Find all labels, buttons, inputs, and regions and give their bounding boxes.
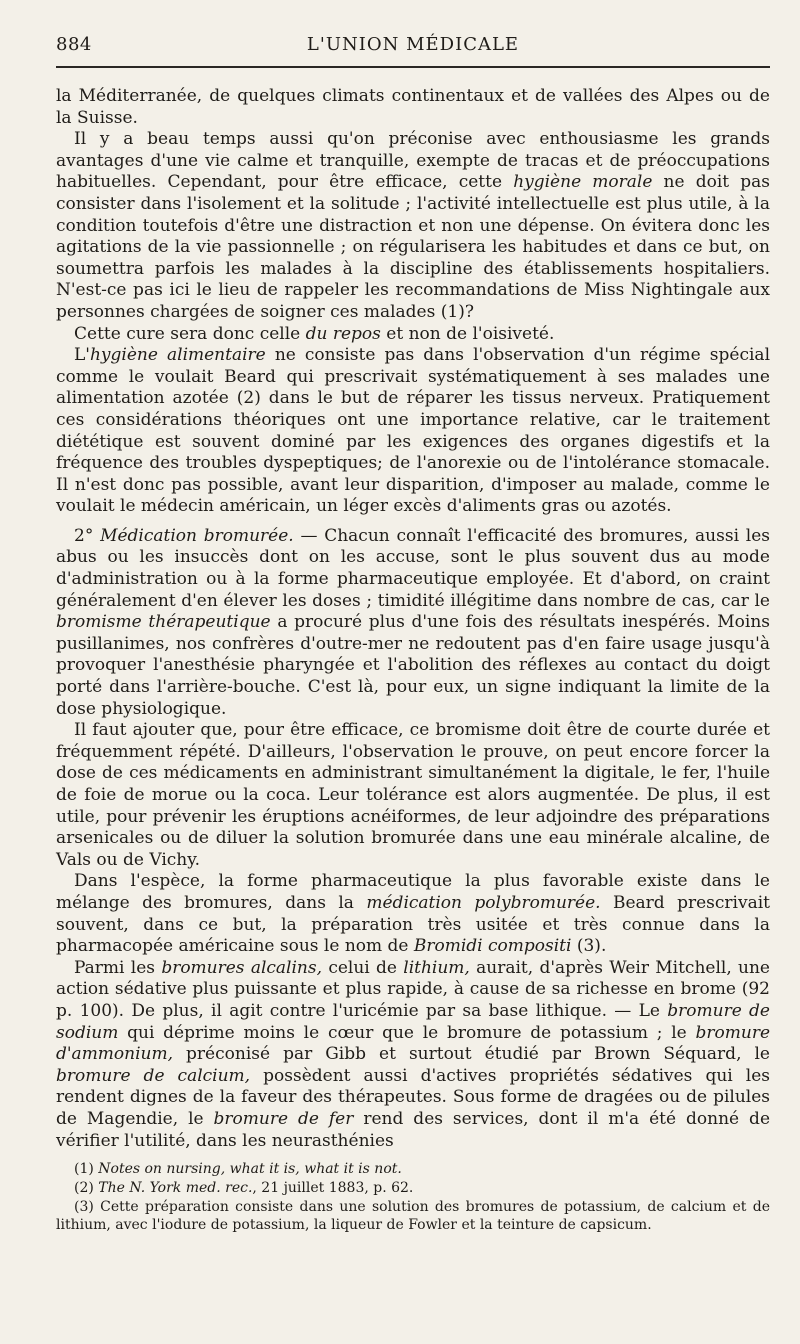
- paragraph-7: Dans l'espèce, la forme pharmaceutique la plus favorable existe dans le mélange des bromures, dans la médication polybromurée. Beard prescrivait souvent, dans ce but, la préparation très usitée et très connue dans la pharmacopée américaine sous le nom de Bromidi compositi (3).: [56, 871, 770, 957]
- section-heading-medication-bromuree: Médication bromurée.: [100, 525, 294, 546]
- emphasis-medication-polybromuree: médication polybromurée.: [366, 892, 601, 913]
- journal-title: L'UNION MÉDICALE: [306, 34, 520, 55]
- emphasis-bromure-calcium: bromure de calcium,: [56, 1065, 251, 1086]
- paragraph-6: Il faut ajouter que, pour être efficace, ce bromisme doit être de courte durée et fréquemment répété. D'ailleurs, l'observation le prouve, on peut encore forcer la dose de ces médicaments en administrant simultanément la digitale, le fer, l'huile de foie de morue ou la coca. Leur tolérance est alors augmentée. De plus, il est utile, pour prévenir les éruptions acnéiformes, de leur adjoindre des préparations arsenicales ou de diluer la solution bromurée dans une eau minérale alcaline, de Vals ou de Vichy.: [56, 720, 770, 870]
- emphasis-bromidi-compositi: Bromidi compositi: [413, 936, 572, 957]
- footnote-2: (2) The N. York med. rec., 21 juillet 1883, p. 62.: [74, 1179, 414, 1196]
- emphasis-bromisme-therapeutique: bromisme thérapeutique: [56, 612, 271, 633]
- emphasis-bromure-fer: bromure de fer: [213, 1108, 354, 1129]
- paragraph-4: L'hygiène alimentaire ne consiste pas dans l'observation d'un régime spécial comme le voulait Beard qui prescrivait systématiquement à ses malades une alimentation azotée (2) dans le but de réparer les tissus nerveux. Pratiquement ces considérations théoriques ont une importance relative, car le traitement diététique est souvent dominé par les exigences des organes digestifs et la fréquence des troubles dyspeptiques; de l'anorexie ou de l'intolérance stomacale. Il n'est donc pas possible, avant leur disparition, d'imposer au malade, comme le voulait le médecin américain, un léger excès d'aliments gras ou azotés.: [56, 345, 771, 517]
- emphasis-bromure-sodium: bromure de sodium: [56, 1000, 770, 1043]
- emphasis-du-repos: du repos: [305, 323, 381, 344]
- emphasis-bromures-alcalins: bromures alcalins,: [161, 957, 323, 978]
- paragraph-1: la Méditerranée, de quelques climats continentaux et de vallées des Alpes ou de la Suisse.: [56, 86, 770, 128]
- footnotes: [56, 1160, 770, 1235]
- section-gap: [56, 518, 770, 526]
- emphasis-hygiene-alimentaire: hygiène alimentaire: [89, 345, 266, 366]
- emphasis-bromure-ammonium: bromure d'ammonium,: [56, 1022, 770, 1065]
- page-header: [56, 26, 770, 68]
- footnote-3: (3) Cette préparation consiste dans une solution des bromures de potassium, de calcium et de lithium, avec l'iodure de potassium, la liqueur de Fowler et la teinture de capsicum.: [56, 1198, 770, 1234]
- paragraph-8: Parmi les bromures alcalins, celui de lithium, aurait, d'après Weir Mitchell, une action sédative plus puissante et plus rapide, à cause de sa richesse en brome (92 p. 100). De plus, il agit contre l'uricémie par sa base lithique. — Le bromure de sodium qui déprime moins le cœur que le bromure de potassium ; le bromure d'ammonium, préconisé par Gibb et surtout étudié par Brown Séquard, le bromure de calcium, possèdent aussi d'actives propriétés sédatives qui les rendent dignes de la faveur des thérapeutes. Sous forme de dragées ou de pilules de Magendie, le bromure de fer rend des services, dont il m'a été donné de vérifier l'utilité, dans les neurasthénies: [56, 957, 770, 1151]
- emphasis-lithium: lithium,: [403, 957, 470, 978]
- paragraph-3: Cette cure sera donc celle du repos et non de l'oisiveté.: [74, 323, 555, 344]
- page-number: 884: [56, 34, 92, 55]
- article-body: [56, 86, 770, 1152]
- footnote-1: (1) Notes on nursing, what it is, what it is not.: [74, 1161, 402, 1178]
- emphasis-hygiene-morale: hygiène morale: [513, 172, 653, 193]
- paragraph-5: 2° Médication bromurée. — Chacun connaît l'efficacité des bromures, aussi les abus ou les insuccès dont on les accuse, sont le plus souvent dus au mode d'administration ou à la forme pharmaceutique employée. Et d'abord, on craint généralement d'en élever les doses ; timidité illégitime dans nombre de cas, car le bromisme thérapeutique a procuré plus d'une fois des résultats inespérés. Moins pusillanimes, nos confrères d'outre-mer ne redoutent pas d'en faire usage jusqu'à provoquer l'anesthésie pharyngée et l'abolition des réflexes au contact du doigt porté dans l'arrière-bouche. C'est là, pour eux, un signe indiquant la limite de la dose physiologique.: [56, 525, 771, 719]
- paragraph-2: Il y a beau temps aussi qu'on préconise avec enthousiasme les grands avantages d'une vie calme et tranquille, exempte de tracas et de préoccupations habituelles. Cependant, pour être efficace, cette hygiène morale ne doit pas consister dans l'isolement et la solitude ; l'activité intellectuelle est plus utile, à la condition toutefois d'être une distraction et non une dépense. On évitera donc les agitations de la vie passionnelle ; on régularisera les habitudes et dans ce but, on soumettra parfois les malades à la discipline des établissements hospitaliers. N'est-ce pas ici le lieu de rappeler les recommandations de Miss Nightingale aux personnes chargées de soigner ces malades (1)?: [56, 129, 770, 322]
